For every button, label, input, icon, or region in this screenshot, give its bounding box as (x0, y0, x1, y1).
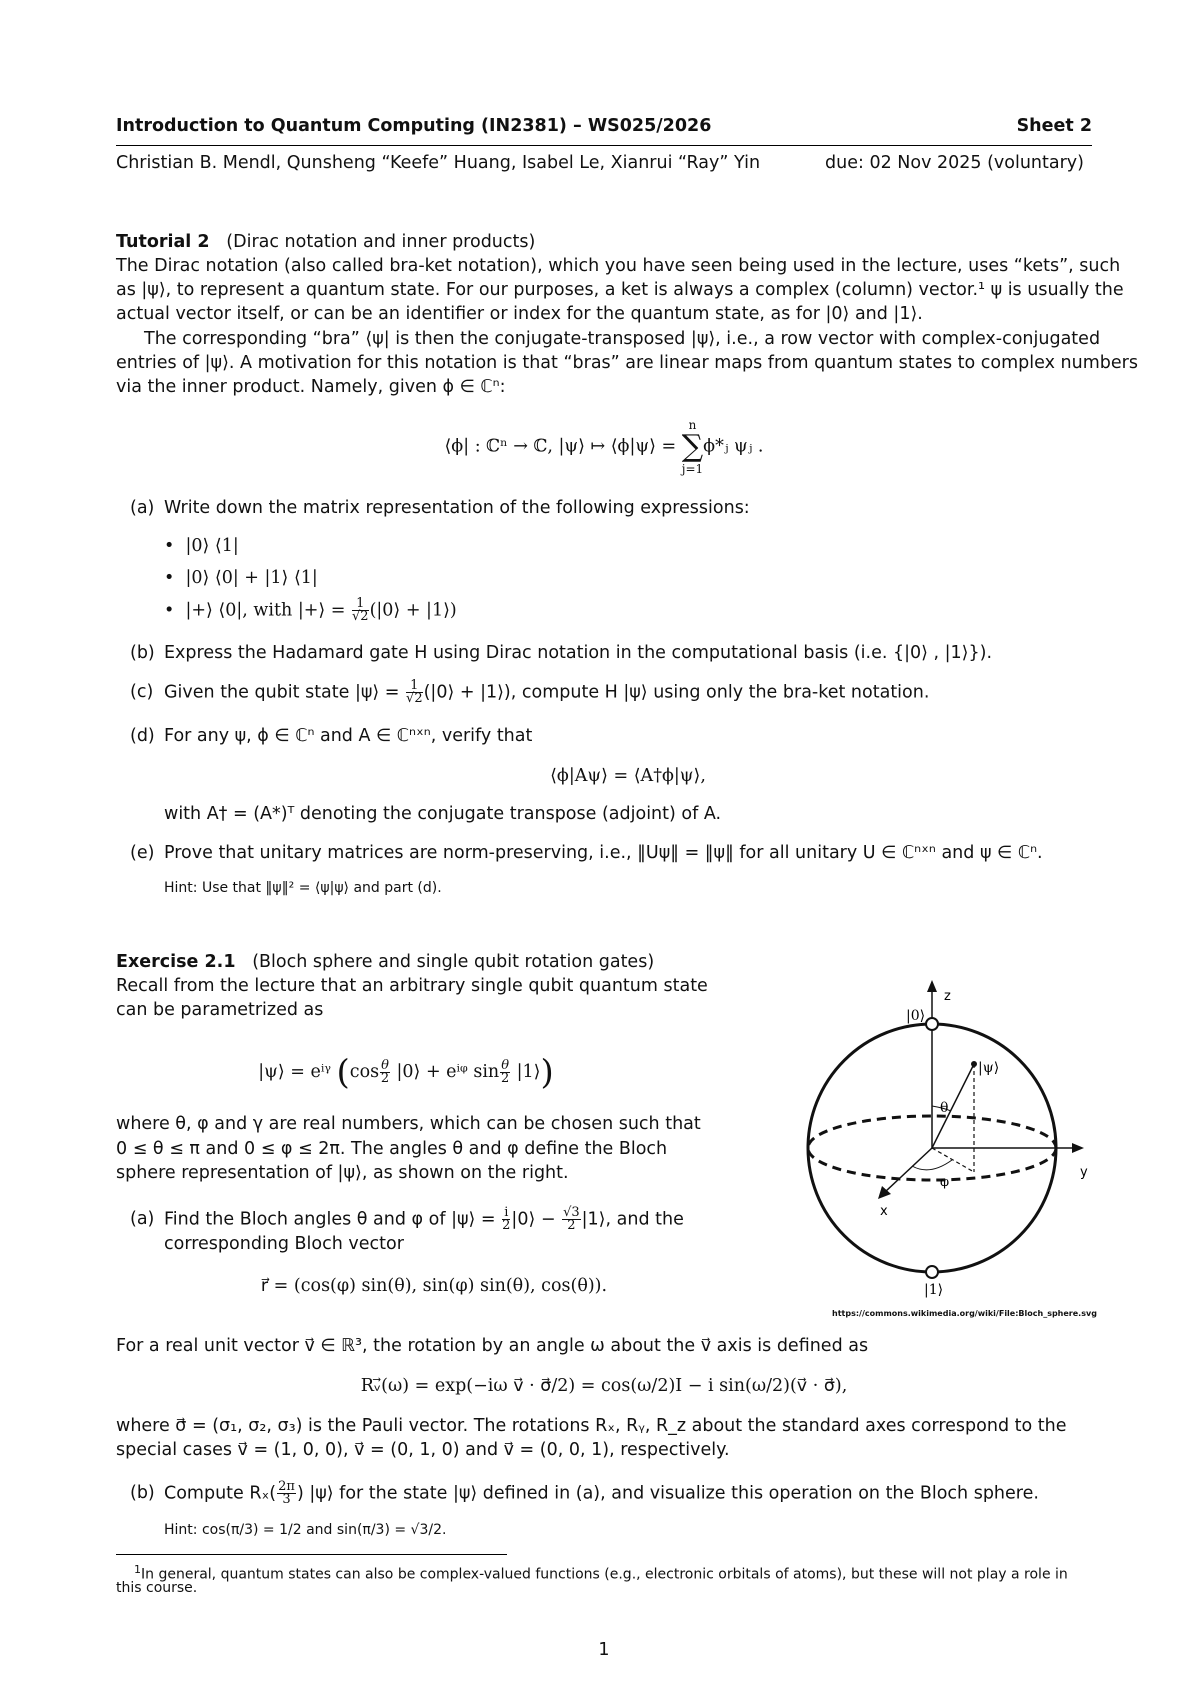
tutorial-d-after: with A† = (A*)ᵀ denoting the conjugate transpose (adjoint) of A. (164, 804, 722, 824)
exercise-a-text: Find the Bloch angles θ and φ of |ψ⟩ = $\frac{i}{2}$ |0⟩ − $\frac{√3}{2}$ |1⟩, and the (164, 1205, 684, 1233)
worksheet-page (116, 0, 1138, 1696)
pauli-line-2: special cases v⃗ = (1, 0, 0), v⃗ = (0, 1, 0) and v⃗ = (0, 0, 1), respectively. (116, 1440, 730, 1460)
exercise-b-hint: Hint: cos(π/3) = 1/2 and sin(π/3) = √3/2. (164, 1522, 447, 1538)
tutorial-c-text: Given the qubit state |ψ⟩ = $\frac{1}{√2}$ (|0⟩ + |1⟩), compute H |ψ⟩ using only the bra-ket notation. (164, 678, 930, 706)
footnote-rule (116, 1554, 507, 1555)
course-title: Introduction to Quantum Computing (IN2381) – WS025/2026 (116, 116, 712, 136)
tutorial-e-label: (e) (130, 843, 155, 863)
exercise-title: Exercise 2.1 (116, 952, 236, 972)
theta-over-2-a: $\frac{\theta}{2}$ (380, 1058, 390, 1086)
fraction-1-over-sqrt2: $\frac{1}{√2}$ (352, 596, 369, 624)
tutorial-line-6: via the inner product. Namely, given ϕ ∈ ℂⁿ: (116, 377, 506, 397)
bullet-1: • |0⟩ ⟨1| (164, 536, 239, 556)
exercise-where-3: sphere representation of |ψ⟩, as shown on the right. (116, 1163, 569, 1183)
sheet-number: Sheet 2 (1016, 116, 1092, 136)
tutorial-e-hint: Hint: Use that ‖ψ‖² = ⟨ψ|ψ⟩ and part (d). (164, 880, 442, 896)
bullet-2: • |0⟩ ⟨0| + |1⟩ ⟨1| (164, 568, 318, 588)
tutorial-a-label: (a) (130, 498, 155, 518)
tutorial-line-4: The corresponding “bra” ⟨ψ| is then the conjugate-transposed |ψ⟩, i.e., a row vector with complex-conjugated (144, 329, 1101, 349)
sum-upper: n (688, 418, 697, 432)
tutorial-line-2: as |ψ⟩, to represent a quantum state. For our purposes, a ket is always a complex (column) vector.¹ ψ is usually the (116, 280, 1124, 300)
theta-label: θ (940, 1100, 949, 1116)
tutorial-c-label: (c) (130, 682, 154, 702)
tutorial-a-text: Write down the matrix representation of the following expressions: (164, 498, 750, 518)
header-rule (116, 145, 1092, 146)
exercise-subtitle: (Bloch sphere and single qubit rotation gates) (252, 952, 655, 972)
phi-label: φ (940, 1175, 950, 1190)
tutorial-line-5: entries of |ψ⟩. A motivation for this notation is that “bras” are linear maps from quantum states to complex numbers (116, 353, 1138, 373)
fraction-sqrt3-over-2: $\frac{√3}{2}$ (563, 1205, 580, 1233)
inner-product-rhs: ϕ*ⱼ ψⱼ . (703, 436, 764, 457)
tutorial-heading (116, 230, 535, 254)
footnote-line-1: $^1$In general, quantum states can also be complex-valued functions (e.g., electronic orbitals of atoms), but these will not play a role in (134, 1563, 1068, 1583)
fraction-c: $\frac{1}{√2}$ (406, 678, 423, 706)
theta-over-2-b: $\frac{\theta}{2}$ (500, 1058, 510, 1086)
tutorial-line-1: The Dirac notation (also called bra-ket notation), which you have seen being used in the lecture, uses “kets”, such (116, 256, 1121, 276)
y-arrowhead (1072, 1143, 1084, 1153)
fraction-2pi-over-3: $\frac{2\pi}{3}$ (278, 1479, 295, 1507)
bloch-sphere-figure (802, 980, 1102, 1300)
exercise-intro-2: can be parametrized as (116, 1000, 324, 1020)
y-label: y (1080, 1165, 1088, 1180)
bullet-3: • |+⟩ ⟨0|, with |+⟩ = $\frac{1}{√2}$ (|0⟩ + |1⟩) (164, 596, 457, 624)
exercise-where-1: where θ, φ and γ are real numbers, which can be chosen such that (116, 1114, 701, 1134)
psi-label: |ψ⟩ (978, 1060, 1000, 1076)
exercise-b-text: Compute Rₓ( $\frac{2\pi}{3}$ ) |ψ⟩ for the state |ψ⟩ defined in (a), and visualize this operation on the Bloch sphere. (164, 1479, 1039, 1507)
tutorial-d-label: (d) (130, 726, 155, 746)
rotation-equation: Rᵥ⃗(ω) = exp(−iω v⃗ · σ⃗/2) = cos(ω/2)I − i sin(ω/2)(v⃗ · σ⃗), (360, 1376, 848, 1396)
exercise-b-label: (b) (130, 1483, 155, 1503)
psi-projection-base (932, 1148, 974, 1172)
tutorial-title: Tutorial 2 (116, 232, 210, 252)
pauli-line-1: where σ⃗ = (σ₁, σ₂, σ₃) is the Pauli vector. The rotations Rₓ, Rᵧ, R_z about the standard axes correspond to the (116, 1416, 1067, 1436)
x-label: x (880, 1204, 888, 1219)
rotation-intro: For a real unit vector v⃗ ∈ ℝ³, the rotation by an angle ω about the v⃗ axis is defined as (116, 1336, 869, 1356)
figure-source-caption: https://commons.wikimedia.org/wiki/File:Bloch_sphere.svg (832, 1309, 1097, 1318)
ket0-point (926, 1018, 938, 1030)
authors: Christian B. Mendl, Qunsheng “Keefe” Huang, Isabel Le, Xianrui “Ray” Yin (116, 153, 761, 173)
z-label: z (944, 989, 951, 1004)
ket0-label: |0⟩ (906, 1008, 926, 1024)
exercise-a-text-2: corresponding Bloch vector (164, 1234, 404, 1254)
due-date: due: 02 Nov 2025 (voluntary) (825, 153, 1084, 173)
psi-vector (932, 1064, 974, 1148)
exercise-heading (116, 950, 654, 974)
tutorial-subtitle: (Dirac notation and inner products) (226, 232, 536, 252)
sum-lower: j=1 (681, 462, 704, 476)
exercise-a-label: (a) (130, 1209, 155, 1229)
tutorial-e-text: Prove that unitary matrices are norm-preserving, i.e., ‖Uψ‖ = ‖ψ‖ for all unitary U ∈ ℂⁿˣⁿ and ψ ∈ ℂⁿ. (164, 843, 1043, 863)
page-number: 1 (598, 1640, 610, 1660)
state-parametrization: |ψ⟩ = eⁱᵞ (cos $\frac{\theta}{2}$ |0⟩ + eⁱᵠ sin $\frac{\theta}{2}$ |1⟩) (258, 1052, 554, 1093)
bloch-vector-equation: r⃗ = (cos(φ) sin(θ), sin(φ) sin(θ), cos(θ)). (260, 1276, 608, 1296)
tutorial-d-text: For any ψ, ϕ ∈ ℂⁿ and A ∈ ℂⁿˣⁿ, verify that (164, 726, 533, 746)
fraction-i-over-2: $\frac{i}{2}$ (502, 1205, 511, 1233)
sigma-glyph: ∑ (681, 429, 704, 464)
ket1-label: |1⟩ (924, 1282, 944, 1298)
tutorial-line-3: actual vector itself, or can be an identifier or index for the quantum state, as for |0⟩ and |1⟩. (116, 304, 923, 324)
ket1-point (926, 1266, 938, 1278)
z-arrowhead (927, 980, 937, 992)
inner-product-equation (116, 418, 1092, 476)
exercise-intro-1: Recall from the lecture that an arbitrary single qubit quantum state (116, 976, 708, 996)
inner-product-lhs: ⟨ϕ| : ℂⁿ → ℂ, |ψ⟩ ↦ ⟨ϕ|ψ⟩ = (444, 436, 682, 457)
sum-symbol (682, 418, 703, 476)
footnote-line-2: this course. (116, 1580, 198, 1596)
tutorial-b-label: (b) (130, 643, 155, 663)
adjoint-equation: ⟨ϕ|Aψ⟩ = ⟨A†ϕ|ψ⟩, (550, 766, 706, 786)
exercise-where-2: 0 ≤ θ ≤ π and 0 ≤ φ ≤ 2π. The angles θ and φ define the Bloch (116, 1139, 668, 1159)
tutorial-b-text: Express the Hadamard gate H using Dirac notation in the computational basis (i.e. {|0⟩ , |1⟩}). (164, 643, 993, 663)
